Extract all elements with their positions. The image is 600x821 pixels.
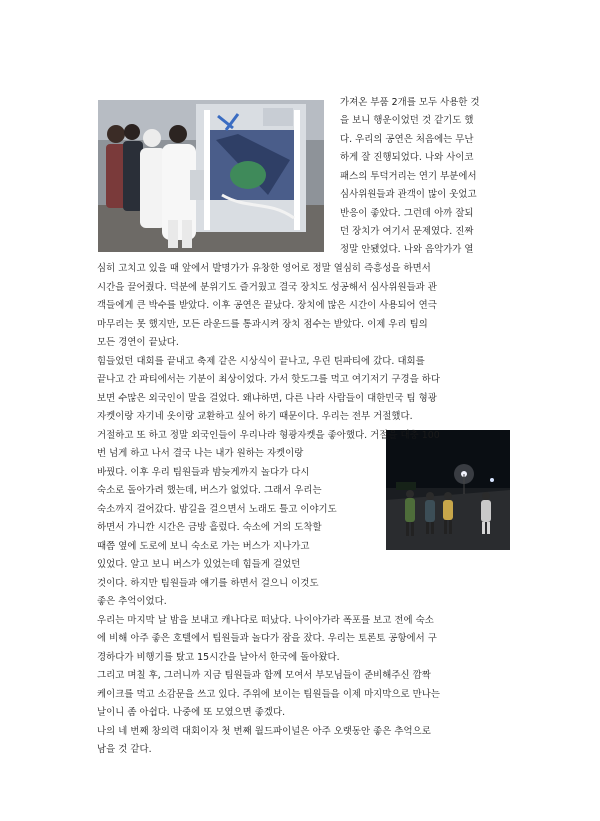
text-line: 남을 것 같다.: [97, 744, 152, 755]
text-line: 패스의 투덕거리는 연기 부분에서: [340, 171, 477, 182]
text-line: 자켓이랑 자기네 옷이랑 교환하고 싶어 하기 때문이다. 우리는 전부 거절했다.: [97, 411, 413, 422]
text-line: 모든 경연이 끝났다.: [97, 337, 179, 348]
text-line: 다. 우리의 공연은 처음에는 무난: [340, 134, 474, 145]
text-line: 경하다가 비행기를 탔고 15시간을 날아서 한국에 돌아왔다.: [97, 652, 340, 663]
text-line: 있었다. 알고 보니 버스가 있었는데 힘들게 걸었던: [97, 559, 301, 570]
text-line: 좋은 추억이었다.: [97, 596, 167, 607]
text-line: 객들에게 큰 박수를 받았다. 이후 공연은 끝났다. 장치에 많은 시간이 사용되어 연극: [97, 300, 437, 311]
text-line: 마무리는 못 했지만, 모든 라운드를 통과시켜 장치 점수는 받았다. 이제 우리 팀의: [97, 319, 428, 330]
text-line: 시간을 끌어줬다. 덕분에 분위기도 즐거웠고 결국 장치도 성공해서 심사위원들과 관: [97, 282, 437, 293]
text-line: 숙소까지 걸어갔다. 밤길을 걸으면서 노래도 틀고 이야기도: [97, 504, 337, 515]
text-line: 정말 안됐었다. 나와 음악가가 열: [340, 244, 474, 255]
text-line: 하게 잘 진행되었다. 나와 사이코: [340, 152, 474, 163]
text-line: 을 보니 행운이었던 것 같기도 했: [340, 115, 474, 126]
night-walk-photo-icon: [386, 430, 510, 550]
text-line: 힘들었던 대회를 끝내고 축제 같은 시상식이 끝나고, 우린 틴파티에 갔다. 대회를: [97, 356, 425, 367]
text-line: 심사위원들과 관객이 많이 웃었고: [340, 189, 477, 200]
text-line: 것이다. 하지만 팀원들과 얘기를 하면서 걸으니 이것도: [97, 578, 319, 589]
text-line: 숙소로 돌아가려 했는데, 버스가 없었다. 그래서 우리는: [97, 485, 322, 496]
exhibition-photo: [98, 100, 324, 252]
text-line: 던 장치가 여기서 문제였다. 진짜: [340, 226, 474, 237]
text-line: 날이니 좀 아쉽다. 나중에 또 모였으면 좋겠다.: [97, 707, 286, 718]
text-line: 번 넘게 하고 나서 결국 나는 내가 원하는 자켓이랑: [97, 448, 304, 459]
text-line: 반응이 좋았다. 그런데 아까 잘되: [340, 208, 474, 219]
text-line: 그리고 며칠 후, 그러니까 지금 팀원들과 함께 모여서 부모님들이 준비해주신 깜짝: [97, 670, 431, 681]
text-line: 우리는 마지막 날 밤을 보내고 캐나다로 떠났다. 나이아가라 폭포를 보고 전에 숙소: [97, 615, 434, 626]
night-walk-photo: [386, 430, 510, 550]
text-line: 바꿨다. 이후 우리 팀원들과 밤늦게까지 놀다가 다시: [97, 467, 310, 478]
text-line: 가져온 부품 2개를 모두 사용한 것: [340, 97, 480, 108]
text-line: 끝나고 간 파티에서는 기분이 최상이었다. 가서 핫도그를 먹고 여기저기 구경을 하다: [97, 374, 440, 385]
text-line: 심히 고치고 있을 때 앞에서 발명가가 유창한 영어로 정말 열심히 즉흥성을 하면서: [97, 263, 431, 274]
text-line: 하면서 가니깐 시간은 금방 흘렀다. 숙소에 거의 도착할: [97, 522, 322, 533]
text-line: 보면 수많은 외국인이 말을 걸었다. 왜냐하면, 다른 나라 사람들이 대한민국 팀 형광: [97, 393, 437, 404]
text-line: 에 비해 아주 좋은 호텔에서 팀원들과 놀다가 잠을 잤다. 우리는 토론토 공항에서 구: [97, 633, 437, 644]
text-line: 거절하고 또 하고 정말 외국인들이 우리나라 형광자켓을 좋아했다. 거절을 대충 100: [97, 430, 440, 441]
text-line: 때쯤 옆에 도로에 보니 숙소로 가는 버스가 지나가고: [97, 541, 310, 552]
exhibition-photo-icon: [98, 100, 324, 252]
text-line: 케이크를 먹고 소감문을 쓰고 있다. 주위에 보이는 팀원들을 이제 마지막으로 만나는: [97, 689, 440, 700]
text-line: 나의 네 번째 창의력 대회이자 첫 번째 월드파이널은 아주 오랫동안 좋은 추억으로: [97, 726, 431, 737]
